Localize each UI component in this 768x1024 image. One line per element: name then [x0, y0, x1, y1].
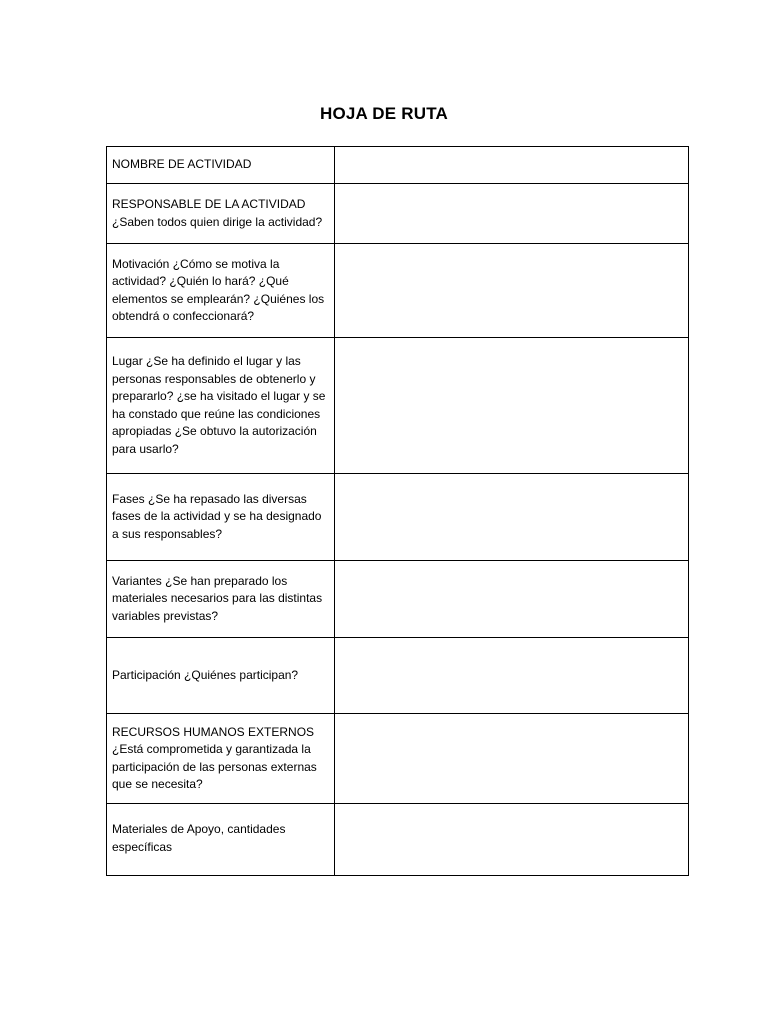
table-row-support-materials — [107, 804, 689, 876]
row-label-cell — [107, 244, 335, 338]
row-label: Motivación ¿Cómo se motiva la actividad? ¿Quién lo hará? ¿Qué elementos se emplearán? ¿Quiénes los obtendrá o confeccionará? — [112, 256, 325, 323]
table-row-place — [107, 338, 689, 474]
table-row-external-resources — [107, 714, 689, 804]
place-field[interactable] — [335, 338, 689, 474]
motivation-field[interactable] — [335, 244, 689, 338]
table-row-motivation — [107, 244, 689, 338]
table-row-responsible — [107, 184, 689, 244]
table-row-activity-name — [107, 147, 689, 184]
row-label-cell — [107, 184, 335, 244]
row-label-cell — [107, 474, 335, 561]
row-label: Variantes ¿Se han preparado los materiales necesarios para las distintas variables previstas? — [112, 573, 323, 623]
participation-field[interactable] — [335, 638, 689, 714]
row-label: Fases ¿Se ha repasado las diversas fases de la actividad y se ha designado a sus responsables? — [112, 491, 322, 541]
row-label-cell — [107, 338, 335, 474]
page-title: HOJA DE RUTA — [319, 104, 449, 123]
route-sheet-table — [106, 146, 689, 876]
responsible-field[interactable] — [335, 184, 689, 244]
table-row-phases — [107, 474, 689, 561]
phases-field[interactable] — [335, 474, 689, 561]
row-label: RECURSOS HUMANOS EXTERNOS ¿Está comprometida y garantizada la participación de las personas externas que se necesita? — [112, 724, 317, 791]
row-label: Lugar ¿Se ha definido el lugar y las personas responsables de obtenerlo y prepararlo? ¿se ha visitado el lugar y se ha constado que reúne las condiciones apropiadas ¿Se obtuvo la autorización para usarlo? — [112, 354, 326, 456]
variants-field[interactable] — [335, 561, 689, 638]
row-label: Participación ¿Quiénes participan? — [112, 667, 299, 682]
table-row-participation — [107, 638, 689, 714]
row-label: NOMBRE DE ACTIVIDAD — [112, 157, 252, 172]
row-label-cell — [107, 638, 335, 714]
row-label-cell — [107, 561, 335, 638]
table-row-variants — [107, 561, 689, 638]
support-materials-field[interactable] — [335, 804, 689, 876]
row-label-cell — [107, 147, 335, 184]
row-label: RESPONSABLE DE LA ACTIVIDAD ¿Saben todos quien dirige la actividad? — [112, 197, 323, 229]
row-label-cell — [107, 804, 335, 876]
activity-name-field[interactable] — [335, 147, 689, 184]
row-label-cell — [107, 714, 335, 804]
row-label: Materiales de Apoyo, cantidades específicas — [112, 822, 286, 854]
external-resources-field[interactable] — [335, 714, 689, 804]
